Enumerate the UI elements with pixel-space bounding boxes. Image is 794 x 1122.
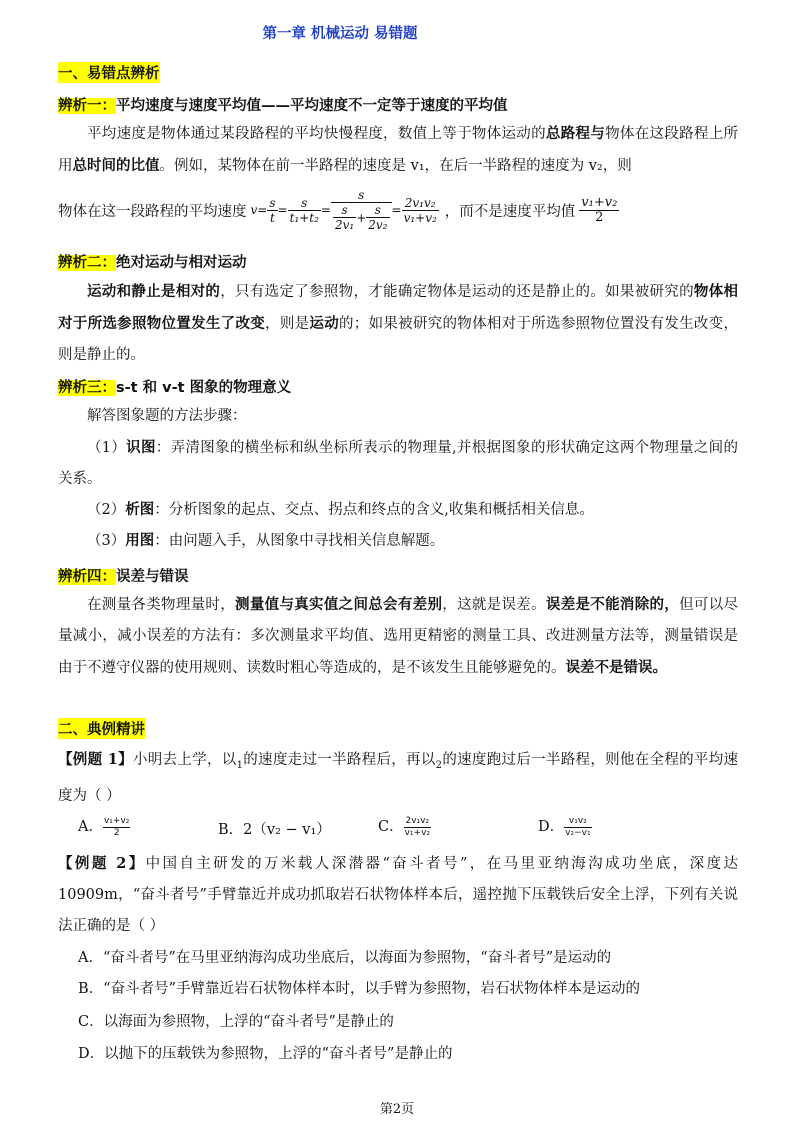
example-tag: 【例题 1】 [58, 751, 133, 768]
formula-plus: + [356, 210, 367, 225]
example1-question [58, 744, 738, 812]
text-span: 平均速度是物体通过某段路程的平均快慢程度，数值上等于物体运动的 [87, 126, 546, 142]
bianxi3-step2 [58, 494, 738, 526]
example1-option-c[interactable] [378, 815, 431, 839]
frac-den: t₁+t₂ [289, 210, 319, 225]
bianxi2-heading [58, 251, 247, 272]
example-tag: 【例题 2】 [58, 855, 146, 872]
example2-option-b[interactable]: B．“奋斗者号”手臂靠近岩石状物体样本时，以手臂为参照物，岩石状物体样本是运动的 [78, 981, 640, 997]
formula-eq: = [391, 203, 402, 217]
formula-frac-complex [331, 188, 392, 232]
text-span: 小明去上学，以 [132, 752, 237, 768]
inner-frac-1 [333, 203, 356, 232]
bold-span: 测量值与真实值之间总会有差别 [235, 596, 443, 613]
option-label: A． [78, 819, 103, 835]
frac-den: 2v₁ [334, 218, 355, 232]
bianxi1-paragraph [58, 118, 738, 182]
formula-frac-st [267, 196, 277, 225]
frac-num: s [288, 196, 321, 211]
bianxi3-heading [58, 376, 291, 397]
formula [251, 188, 439, 232]
text-span: 的速度跑过后一半路程，则他在全程的平均速度为（ ） [58, 752, 739, 804]
text-span: 的速度走过一半路程后，再以 [242, 752, 436, 768]
formula-frac-result [402, 196, 439, 225]
frac-den: v₁+v₂ [404, 827, 431, 838]
frac-num: 2v₁v₂ [405, 815, 430, 826]
bianxi3-step1 [58, 432, 738, 495]
formula-eq: = [277, 203, 288, 217]
inner-frac-2 [366, 203, 389, 232]
text-span: 物体在这段路程上所用 [58, 126, 739, 174]
bianxi4-title: 误差与错误 [116, 569, 189, 585]
frac-den: 2 [113, 827, 120, 838]
bianxi3-step3 [58, 525, 738, 557]
step-text: ：弄清图象的横坐标和纵坐标所表示的物理量,并根据图象的形状确定这两个物理量之间的关系。 [58, 440, 738, 487]
bianxi2-paragraph [58, 276, 738, 371]
bianxi1-tag: 辨析一： [58, 98, 116, 114]
step-bold: 析图 [125, 501, 155, 518]
option-frac [564, 816, 591, 839]
text-span: ，则是 [265, 316, 310, 332]
bold-span: 误差是不能消除的， [545, 596, 680, 613]
frac-den: v₁+v₂ [403, 210, 437, 225]
bianxi2-title: 绝对运动与相对运动 [116, 255, 247, 271]
section-heading-2: 二、典例精讲 [58, 718, 145, 739]
text-span: 但可以尽量减小，减小误差的方法有：多次测量求平均值、选用更精密的测量工具、改进测量方法等，测量错误是由于不遵守仪器的使用规则、读数时粗心等造成的，是不该发生且能够避免的。 [58, 597, 739, 676]
bold-span: 误差不是错误。 [565, 659, 667, 676]
text-span: ，这就是误差。 [442, 597, 546, 613]
step-label: （2） [87, 502, 126, 518]
example2-option-d[interactable]: D．以抛下的压载铁为参照物，上浮的“奋斗者号”是静止的 [78, 1046, 453, 1062]
text-span: ，而不是速度平均值 [444, 203, 576, 220]
text-span: 中国自主研发的万米载人深潜器“奋斗者号”，在马里亚纳海沟成功坐底，深度达 10909m，“奋斗者号”手臂靠近并成功抓取岩石状物体样本后，遥控抛下压载铁后安全上浮，下列有关说法正确的是（ ） [58, 856, 739, 934]
example1-option-a[interactable] [78, 815, 130, 839]
formula-eq: = [257, 203, 268, 217]
text-span: 在测量各类物理量时， [87, 597, 236, 613]
bianxi4-tag: 辨析四： [58, 569, 116, 585]
bianxi4-heading [58, 565, 189, 586]
text-span: 的；如果被研究的物体相对于所选参照物位置没有发生改变，则是静止的。 [58, 316, 739, 363]
bianxi1-heading [58, 94, 508, 115]
option-frac [103, 816, 130, 839]
frac-num: 2v₁v₂ [402, 196, 439, 211]
frac-num: v₁v₂ [564, 816, 591, 828]
step-label: （3） [87, 533, 126, 549]
frac-den: t [270, 210, 275, 225]
formula-frac-st1t2 [288, 196, 321, 225]
bianxi1-formula-line [58, 180, 619, 240]
bold-span: 总时间的比值 [72, 157, 160, 174]
subscript: 2 [435, 759, 443, 771]
bianxi3-title: s-t 和 v-t 图象的物理意义 [116, 380, 292, 396]
page-number: 第2页 [379, 1102, 415, 1117]
text-span: 。例如，某物体在前一半路程的速度是 v₁，在后一半路程的速度为 v₂，则 [159, 158, 632, 174]
frac-num: v₁+v₂ [103, 815, 130, 826]
text-span: ，只有选定了参照物，才能确定物体是运动的还是静止的。如果被研究的 [220, 284, 694, 300]
step-label: （1） [87, 440, 127, 456]
example1-option-b[interactable]: B．2（v₂ − v₁） [218, 822, 331, 838]
bold-span: 物体相对于所选参照物位置发生了改变 [58, 283, 739, 332]
bianxi3-tag: 辨析三： [58, 380, 116, 396]
option-frac [404, 816, 431, 839]
bianxi3-intro: 解答图象题的方法步骤： [87, 408, 247, 424]
option-label: C． [378, 819, 404, 835]
frac-den: 2 [595, 209, 604, 225]
frac-num: v₁+v₂ [581, 194, 618, 210]
formula-eq: = [320, 203, 331, 217]
step-bold: 识图 [126, 439, 156, 456]
bianxi2-tag: 辨析二： [58, 255, 116, 271]
bold-span: 运动和静止是相对的 [87, 283, 221, 300]
example1-option-d[interactable] [538, 815, 592, 839]
subscript: 1 [236, 759, 243, 771]
step-text: ：分析图象的起点、交点、拐点和终点的含义,收集和概括相关信息。 [154, 502, 594, 518]
step-bold: 用图 [125, 532, 155, 549]
bold-span: 总路程与 [545, 125, 606, 142]
frac-num: s [333, 203, 356, 218]
frac-num: s [366, 203, 389, 218]
bold-span: 运动 [309, 315, 339, 332]
frac-num: s [269, 195, 276, 210]
bianxi4-paragraph [58, 589, 738, 684]
frac-den: 2v₂ [368, 218, 388, 232]
step-text: ：由问题入手，从图象中寻找相关信息解题。 [154, 533, 445, 549]
option-label: D． [538, 819, 565, 835]
section-heading-1: 一、易错点辨析 [58, 62, 160, 83]
example2-option-a[interactable]: A．“奋斗者号”在马里亚纳海沟成功坐底后，以海面为参照物，“奋斗者号”是运动的 [78, 950, 612, 966]
text-span: 物体在这一段路程的平均速度 [58, 203, 247, 220]
example2-option-c[interactable]: C．以海面为参照物，上浮的“奋斗者号”是静止的 [78, 1014, 394, 1030]
example2-question [58, 848, 738, 942]
avg-frac [579, 196, 619, 225]
frac-num: s [331, 188, 392, 203]
frac-den: v₂−v₁ [565, 827, 591, 838]
bianxi1-title: 平均速度与速度平均值——平均速度不一定等于速度的平均值 [116, 98, 508, 114]
frac-den [331, 203, 392, 232]
page-title: 第一章 机械运动 易错题 [262, 26, 418, 42]
formula-v: v [250, 203, 258, 217]
